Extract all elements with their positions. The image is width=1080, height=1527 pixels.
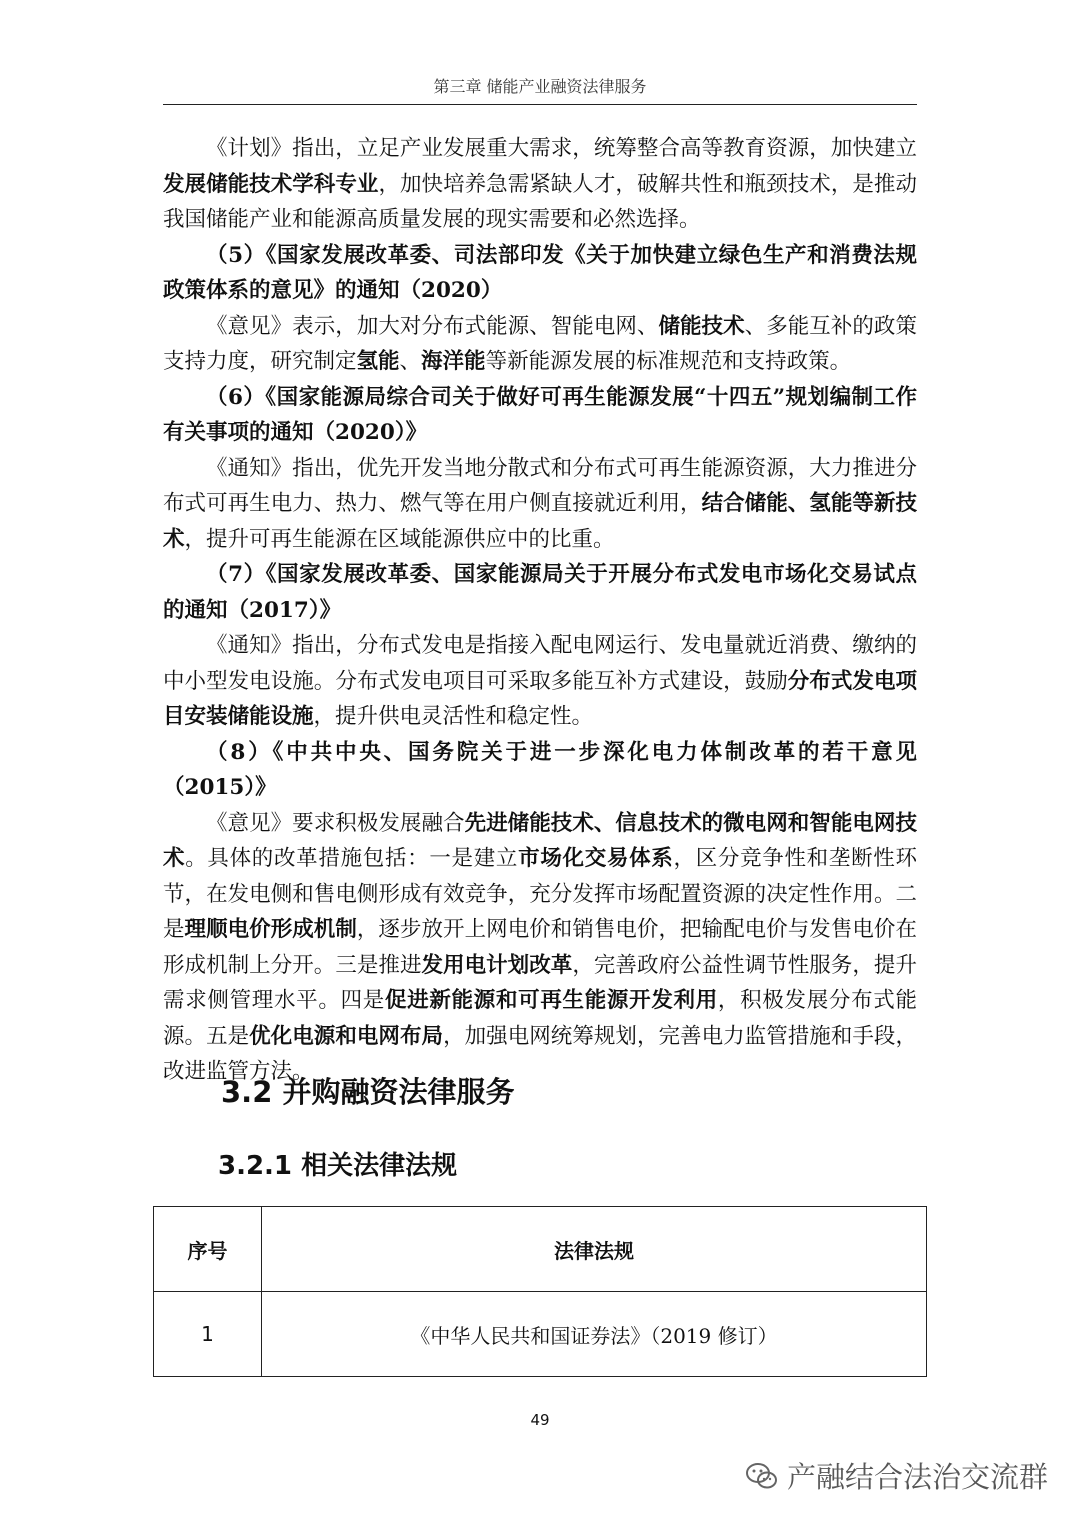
table-row: [154, 1292, 927, 1377]
laws-table: [153, 1206, 927, 1377]
watermark-text: 产融结合法治交流群: [786, 1460, 1048, 1494]
emphasis: 促进新能源和可再生能源开发利用: [384, 988, 718, 1013]
column-header-index: 序号: [154, 1207, 262, 1292]
emphasis: 氢能: [356, 349, 400, 374]
watermark: [745, 1455, 1048, 1496]
item-heading: [163, 380, 917, 451]
body-paragraph: 《通知》指出，优先开发当地分散式和分布式可再生能源资源，大力推进分布式可再生电力、热力、燃气等在用户侧直接就近利用，结合储能、氢能等新技术，提升可再生能源在区域能源供应中的比重。: [163, 455, 917, 552]
emphasis: 发展储能技术学科专业: [163, 171, 379, 197]
item-heading-text: （5）《国家发展改革委、司法部印发《关于加快建立绿色生产和消费法规政策体系的意见》的通知（2020）: [163, 242, 917, 303]
emphasis: 先进储能技术、信息技术的微电网和智能电网技术: [163, 810, 917, 871]
body-paragraph: 《计划》指出，立足产业发展重大需求，统筹整合高等教育资源，加快建立发展储能技术学科专业，加快培养急需紧缺人才，破解共性和瓶颈技术，是推动我国储能产业和能源高质量发展的现实需要和必然选择。: [163, 136, 917, 232]
subsection-title: 3.2.1 相关法律法规: [218, 1151, 458, 1181]
emphasis: 结合储能、氢能等新技术: [163, 491, 917, 552]
page-number: 49: [530, 1411, 550, 1429]
emphasis: 发用电计划改革: [421, 952, 573, 978]
section-title: 3.2 并购融资法律服务: [221, 1075, 515, 1109]
body-text: [163, 131, 917, 1090]
body-paragraph: 《通知》指出，分布式发电是指接入配电网运行、发电量就近消费、缴纳的中小型发电设施。分布式发电项目可采取多能互补方式建设，鼓励分布式发电项目安装储能设施，提升供电灵活性和稳定性。: [163, 633, 917, 729]
item-heading: [163, 238, 917, 309]
item-heading: [163, 557, 917, 628]
item-heading-text: （7）《国家发展改革委、国家能源局关于开展分布式发电市场化交易试点的通知（2017）》: [163, 562, 917, 623]
item-heading-text: （8）《中共中央、国务院关于进一步深化电力体制改革的若干意见（2015）》: [163, 739, 917, 800]
emphasis: 理顺电价形成机制: [184, 917, 357, 942]
emphasis: 储能技术: [658, 313, 745, 339]
emphasis: 市场化交易体系: [518, 846, 674, 871]
table-header-row: [154, 1207, 927, 1292]
header-divider: [163, 104, 917, 105]
page-header: 第三章 储能产业融资法律服务: [433, 77, 647, 96]
item-heading: [163, 735, 917, 806]
emphasis: 优化电源和电网布局: [249, 1023, 444, 1049]
table-cell-law: 《中华人民共和国证券法》（2019 修订）: [262, 1292, 927, 1377]
item-heading-text: （6）《国家能源局综合司关于做好可再生能源发展“十四五”规划编制工作有关事项的通知（2020）》: [163, 384, 917, 445]
table-cell-index: 1: [154, 1292, 262, 1377]
column-header-law: 法律法规: [262, 1207, 927, 1292]
emphasis: 分布式发电项目安装储能设施: [163, 668, 917, 729]
emphasis: 海洋能: [421, 349, 486, 374]
wechat-icon: [745, 1461, 779, 1491]
body-paragraph: 《意见》表示，加大对分布式能源、智能电网、储能技术、多能互补的政策支持力度，研究制定氢能、海洋能等新能源发展的标准规范和支持政策。: [163, 313, 917, 374]
body-paragraph: 《意见》要求积极发展融合先进储能技术、信息技术的微电网和智能电网技术。具体的改革措施包括：一是建立市场化交易体系，区分竞争性和垄断性环节，在发电侧和售电侧形成有效竞争，充分发挥市场配置资源的决定性作用。二是理顺电价形成机制，逐步放开上网电价和销售电价，把输配电价与发售电价在形成机制上分开。三是推进发用电计划改革，完善政府公益性调节性服务，提升需求侧管理水平。四是促进新能源和可再生能源开发利用，积极发展分布式能源。五是优化电源和电网布局，加强电网统筹规划，完善电力监管措施和手段，改进监管方法。: [163, 810, 917, 1084]
